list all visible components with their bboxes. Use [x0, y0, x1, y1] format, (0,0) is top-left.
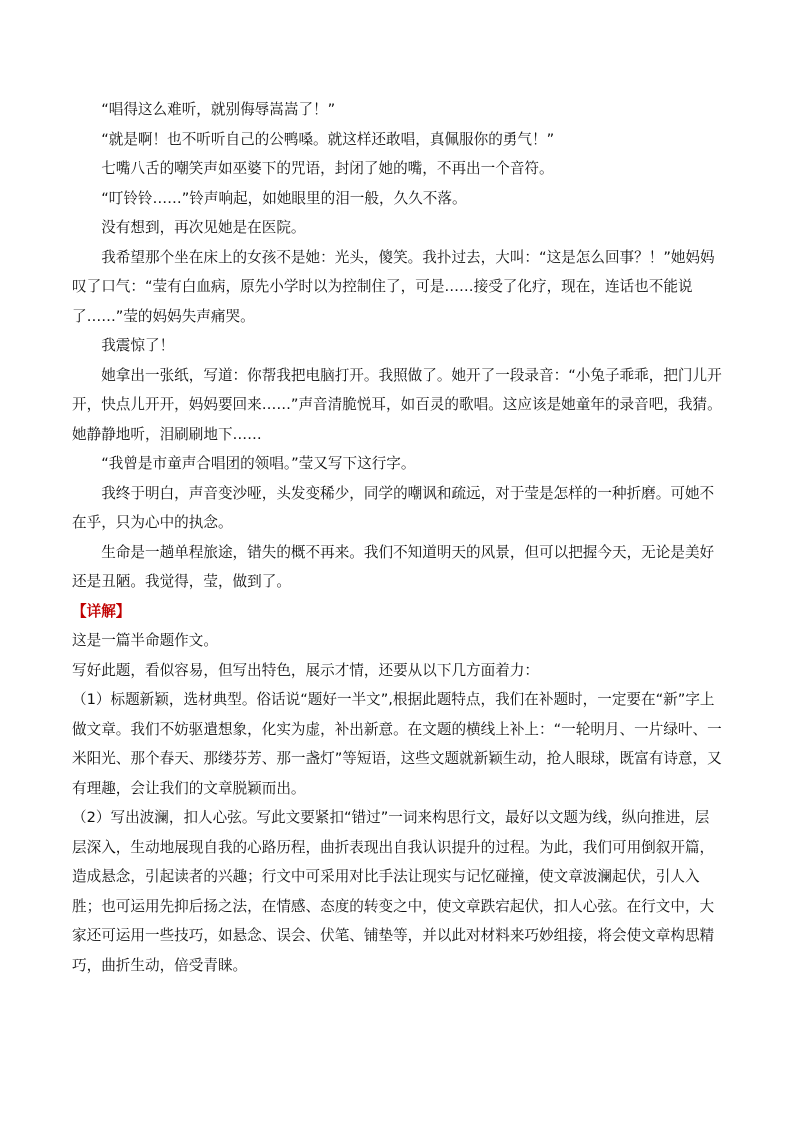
document-body — [72, 95, 722, 980]
story-paragraph: 我希望那个坐在床上的女孩不是她：光头，傻笑。我扑过去，大叫：“这是怎么回事？！”她妈妈叹了口气：“莹有白血病，原先小学时以为控制住了，可是……接受了化疗，现在，连话也不能说了……”莹的妈妈失声痛哭。 — [72, 248, 715, 325]
analysis-paragraph: 写好此题，看似容易，但写出特色，展示才情，还要从以下几方面着力： — [72, 661, 540, 679]
analysis-point-1: （1）标题新颖，选材典型。俗话说“题好一半文”,根据此题特点，我们在补题时，一定要在“新”字上做文章。我们不妨驱遣想象，化实为虚，补出新意。在文题的横线上补上：“一轮明月、一片绿叶、一米阳光、那个春天、那缕芬芳、那一盏灯”等短语，这些文题就新颖生动，抢人眼球，既富有诗意，又有理趣，会让我们的文章脱颖而出。 — [72, 691, 722, 797]
story-paragraph: “我曾是市童声合唱团的领唱。”莹又写下这行字。 — [101, 455, 416, 472]
story-paragraph: 我震惊了！ — [101, 337, 175, 354]
analysis-paragraph: 这是一篇半命题作文。 — [72, 632, 218, 649]
story-paragraph: “叮铃铃……”铃声响起，如她眼里的泪一般，久久不落。 — [101, 189, 467, 207]
analysis-point-2: （2）写出波澜，扣人心弦。写此文要紧扣“错过”一词来构思行文，最好以文题为线，纵向推进，层层深入，生动地展现自我的心路历程，曲折表现出自我认识提升的过程。为此，我们可用倒叙开篇，造成悬念，引起读者的兴趣；行文中可采用对比手法让现实与记忆碰撞，使文章波澜起伏，引人入胜；也可运用先抑后扬之法，在情感、态度的转变之中，使文章跌宕起伏，扣人心弦。在行文中，大家还可运用一些技巧，如悬念、误会、伏笔、铺垫等，并以此对材料来巧妙组接，将会使文章构思精巧，曲折生动，倍受青睐。 — [72, 809, 715, 974]
analysis-heading: 【详解】 — [72, 602, 131, 620]
story-paragraph: 生命是一趟单程旅途，错失的概不再来。我们不知道明天的风景，但可以把握今天，无论是美好还是丑陋。我觉得，莹，做到了。 — [72, 543, 715, 590]
story-paragraph: 她拿出一张纸，写道：你帮我把电脑打开。我照做了。她开了一段录音：“小兔子乖乖，把门儿开开，快点儿开开，妈妈要回来……”声音清脆悦耳，如百灵的歌唱。这应该是她童年的录音吧，我猜。她静静地听，泪刷刷地下…… — [72, 366, 722, 443]
story-paragraph: “就是啊！也不听听自己的公鸭嗓。就这样还敢唱，真佩服你的勇气！” — [101, 130, 555, 148]
story-paragraph: “唱得这么难听，就别侮辱嵩嵩了！” — [101, 101, 336, 118]
story-paragraph: 没有想到，再次见她是在医院。 — [101, 219, 306, 236]
story-paragraph: 我终于明白，声音变沙哑，头发变稀少，同学的嘲讽和疏远，对于莹是怎样的一种折磨。可她不在乎，只为心中的执念。 — [72, 484, 715, 531]
story-paragraph: 七嘴八舌的嘲笑声如巫婆下的咒语，封闭了她的嘴，不再出一个音符。 — [101, 160, 554, 177]
